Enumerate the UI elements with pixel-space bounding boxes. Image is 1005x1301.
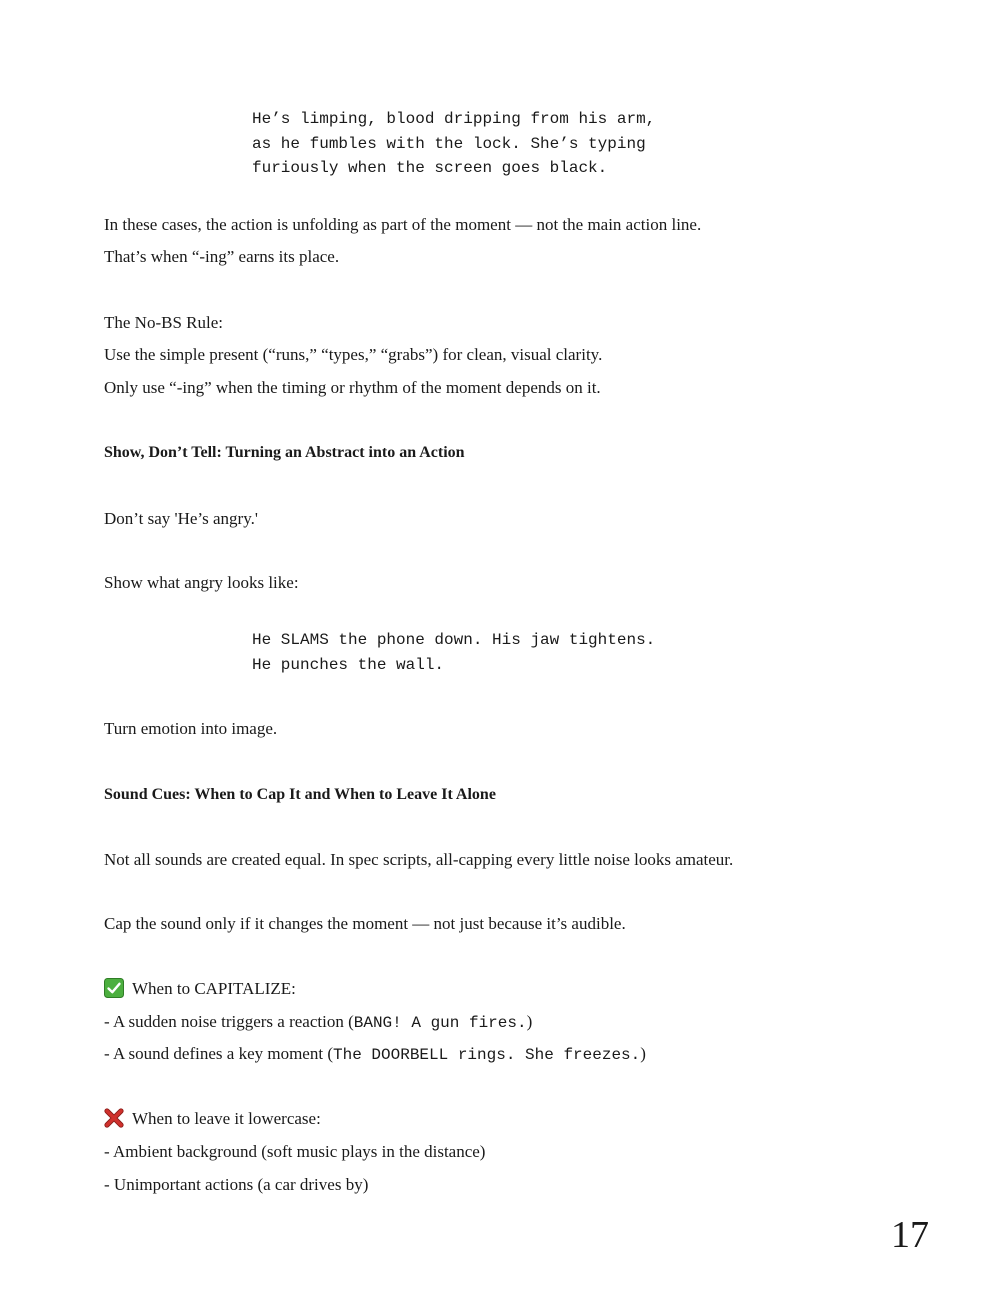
- capitalize-item: [104, 1043, 646, 1066]
- paragraph-not-all-sounds: Not all sounds are created equal. In spec scripts, all-capping every little noise looks amateur.: [104, 850, 734, 869]
- rule-line-ing: Only use “-ing” when the timing or rhythm of the moment depends on it.: [104, 378, 601, 397]
- lowercase-heading: [104, 1108, 321, 1130]
- paragraph-cap-only: Cap the sound only if it changes the moment — not just because it’s audible.: [104, 914, 626, 933]
- cross-mark-icon: [104, 1108, 124, 1128]
- lowercase-title: When to leave it lowercase:: [132, 1109, 321, 1128]
- page-number: 17: [891, 1214, 929, 1256]
- item-suffix: ): [640, 1044, 646, 1063]
- rule-title: The No-BS Rule:: [104, 313, 223, 332]
- item-text: - A sudden noise triggers a reaction (: [104, 1012, 354, 1031]
- capitalize-item: [104, 1011, 532, 1034]
- screenplay-excerpt-1: [252, 107, 655, 181]
- item-suffix: ): [526, 1012, 533, 1031]
- screenplay-line: He punches the wall.: [252, 655, 445, 674]
- paragraph-cases: In these cases, the action is unfolding as part of the moment — not the main action line.: [104, 215, 702, 234]
- item-example: The DOORBELL rings. She freezes.: [333, 1046, 641, 1064]
- capitalize-heading: [104, 978, 296, 1000]
- screenplay-line: He’s limping, blood dripping from his arm,: [252, 110, 656, 128]
- paragraph-dont-say: Don’t say 'He’s angry.': [104, 509, 258, 528]
- screenplay-line: He SLAMS the phone down. His jaw tightens.: [252, 631, 656, 649]
- item-example: BANG! A gun fires.: [353, 1014, 527, 1032]
- paragraph-turn-emotion: Turn emotion into image.: [104, 719, 278, 738]
- lowercase-item: - Ambient background (soft music plays in the distance): [104, 1142, 486, 1161]
- capitalize-title: When to CAPITALIZE:: [132, 979, 296, 998]
- paragraph-earns-place: That’s when “-ing” earns its place.: [104, 247, 340, 266]
- screenplay-line: as he fumbles with the lock. She’s typing: [252, 134, 646, 153]
- section-heading-show-dont-tell: Show, Don’t Tell: Turning an Abstract into an Action: [104, 444, 465, 461]
- lowercase-item: - Unimportant actions (a car drives by): [104, 1175, 369, 1194]
- rule-line-simple-present: Use the simple present (“runs,” “types,” “grabs”) for clean, visual clarity.: [104, 345, 603, 364]
- screenplay-line: furiously when the screen goes black.: [252, 159, 608, 177]
- screenplay-excerpt-2: [252, 628, 655, 677]
- item-text: - A sound defines a key moment (: [104, 1044, 333, 1063]
- section-heading-sound-cues: Sound Cues: When to Cap It and When to Leave It Alone: [104, 786, 496, 803]
- check-mark-icon: [104, 978, 124, 998]
- paragraph-show-what: Show what angry looks like:: [104, 573, 299, 592]
